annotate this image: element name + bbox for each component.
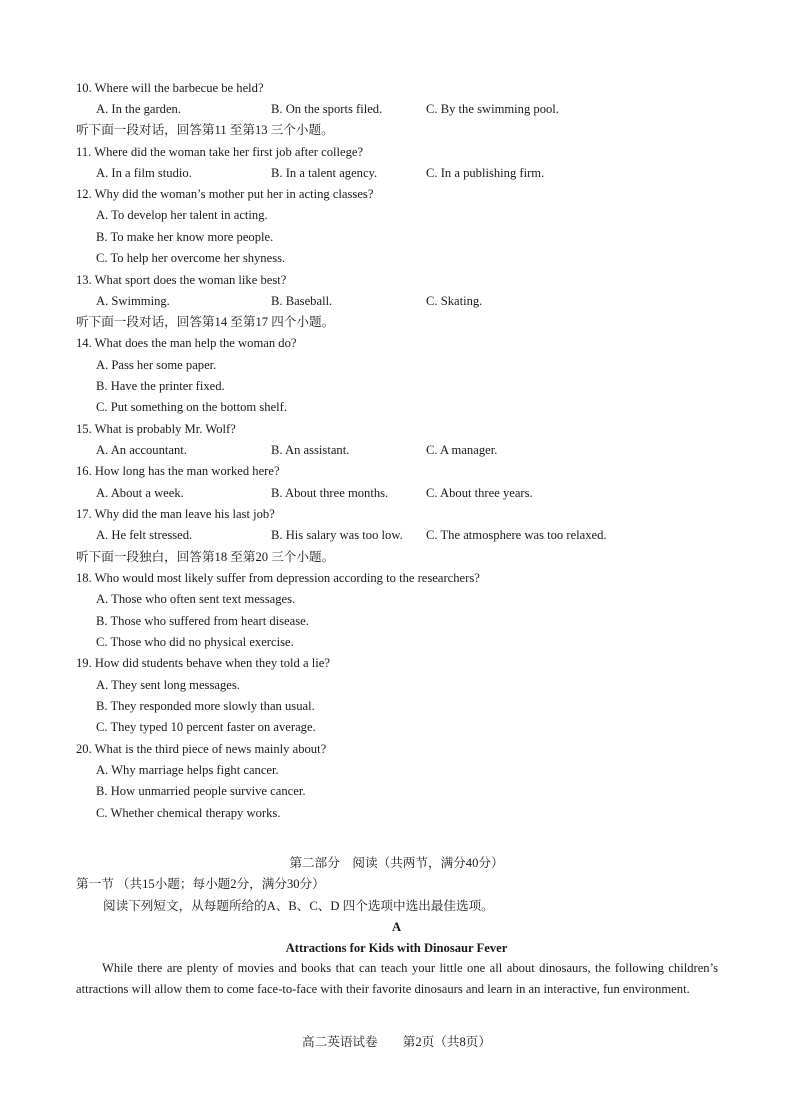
question-14-option-b: B. Have the printer fixed. [96,379,225,393]
question-19-option-c: C. They typed 10 percent faster on average. [96,720,316,734]
question-15-option-c: C. A manager. [426,443,498,457]
passage-title: Attractions for Kids with Dinosaur Fever [285,941,508,955]
question-14-stem: 14. What does the man help the woman do? [76,336,297,350]
question-11-option-a: A. In a film studio. [96,166,192,180]
question-20-option-c: C. Whether chemical therapy works. [96,806,281,820]
question-12-option-a: A. To develop her talent in acting. [96,208,268,222]
question-18-stem: 18. Who would most likely suffer from depression according to the researchers? [76,571,480,585]
question-17-option-c: C. The atmosphere was too relaxed. [426,528,607,542]
question-18-option-a: A. Those who often sent text messages. [96,592,296,606]
section-one-title: 第一节 （共15小题；每小题2分，满分30分） [76,877,325,891]
instruction-14-17: 听下面一段对话，回答第14 至第17 四个小题。 [76,315,335,329]
question-10-option-b: B. On the sports filed. [271,102,383,116]
question-16-stem: 16. How long has the man worked here? [76,464,280,478]
page-footer: 高二英语试卷 第2页（共8页） [302,1035,491,1049]
question-13-option-a: A. Swimming. [96,294,170,308]
question-13-option-c: C. Skating. [426,294,483,308]
question-19-option-b: B. They responded more slowly than usual. [96,699,315,713]
part-two-title: 第二部分 阅读（共两节，满分40分） [289,856,504,870]
question-14-option-a: A. Pass her some paper. [96,358,217,372]
question-12-stem: 12. Why did the woman’s mother put her in acting classes? [76,187,374,201]
question-10-option-a: A. In the garden. [96,102,181,116]
question-10-option-c: C. By the swimming pool. [426,102,559,116]
question-17-option-b: B. His salary was too low. [271,528,403,542]
question-18-option-b: B. Those who suffered from heart disease. [96,614,309,628]
question-17-stem: 17. Why did the man leave his last job? [76,507,275,521]
question-15-stem: 15. What is probably Mr. Wolf? [76,422,236,436]
question-15-option-b: B. An assistant. [271,443,350,457]
question-19-option-a: A. They sent long messages. [96,678,240,692]
question-20-option-b: B. How unmarried people survive cancer. [96,784,306,798]
question-20-stem: 20. What is the third piece of news mainly about? [76,742,327,756]
question-11-option-b: B. In a talent agency. [271,166,378,180]
question-19-stem: 19. How did students behave when they told a lie? [76,656,330,670]
question-12-option-b: B. To make her know more people. [96,230,274,244]
question-16-option-c: C. About three years. [426,486,533,500]
instruction-11-13: 听下面一段对话，回答第11 至第13 三个小题。 [76,123,334,137]
question-11-option-c: C. In a publishing firm. [426,166,545,180]
question-15-option-a: A. An accountant. [96,443,187,457]
reading-instruction: 阅读下列短文，从每题所给的A、B、C、D 四个选项中选出最佳选项。 [103,899,494,913]
question-20-option-a: A. Why marriage helps fight cancer. [96,763,279,777]
instruction-18-20: 听下面一段独白，回答第18 至第20 三个小题。 [76,550,335,564]
passage-paragraph: While there are plenty of movies and books that can teach your little one all about dinosaurs, the following children’s attractions will allow them to come face-to-face with their favorite dinosaurs and learn in an interactive, fun environment. [76,961,718,997]
question-16-option-b: B. About three months. [271,486,389,500]
question-16-option-a: A. About a week. [96,486,184,500]
passage-label: A [391,920,402,934]
question-14-option-c: C. Put something on the bottom shelf. [96,400,288,414]
question-11-stem: 11. Where did the woman take her first job after college? [76,145,364,159]
question-17-option-a: A. He felt stressed. [96,528,193,542]
question-18-option-c: C. Those who did no physical exercise. [96,635,294,649]
question-10-stem: 10. Where will the barbecue be held? [76,81,264,95]
question-12-option-c: C. To help her overcome her shyness. [96,251,286,265]
question-13-option-b: B. Baseball. [271,294,333,308]
question-13-stem: 13. What sport does the woman like best? [76,273,287,287]
